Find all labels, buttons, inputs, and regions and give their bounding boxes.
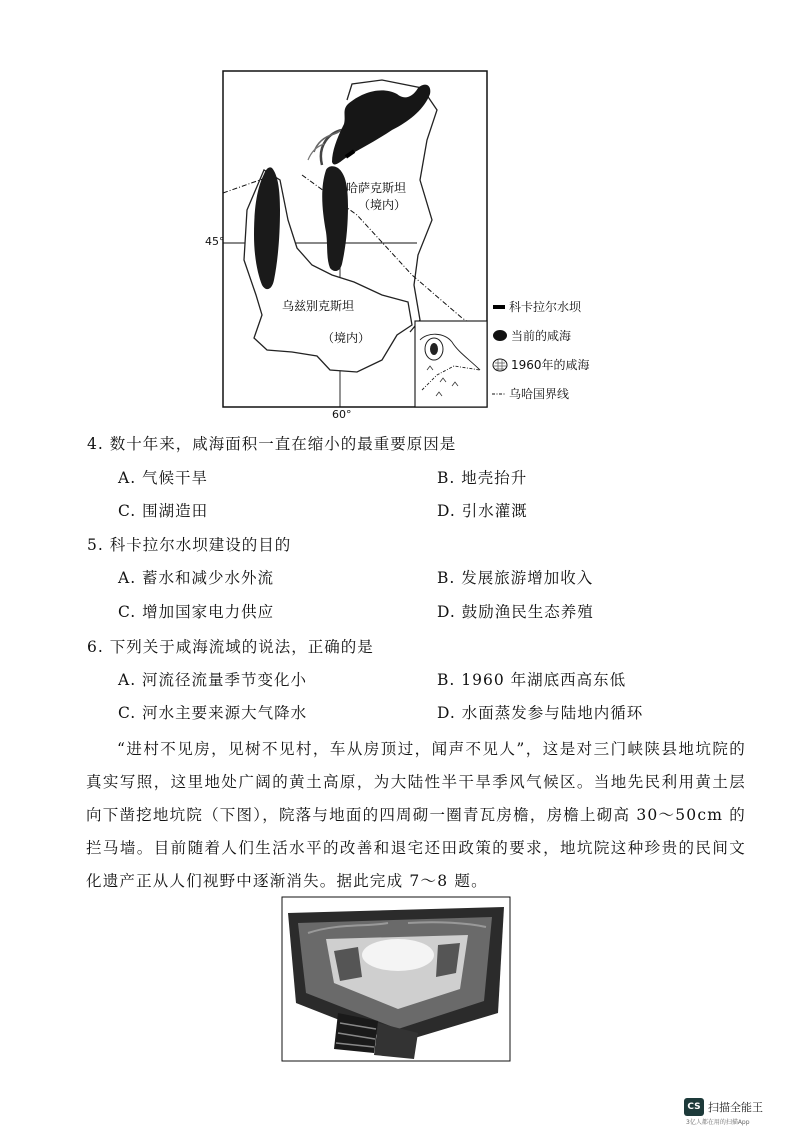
current-sea-icon bbox=[492, 329, 508, 342]
map-legend bbox=[492, 292, 602, 408]
q6-option-b: B. 1960 年湖底西高东低 bbox=[437, 671, 627, 689]
latitude-label: 45° bbox=[205, 235, 225, 248]
q5-option-d: D. 鼓励渔民生态养殖 bbox=[437, 603, 594, 621]
legend-item-sea-1960 bbox=[492, 350, 602, 379]
sea-1960-icon bbox=[492, 358, 508, 372]
q5-option-a: A. 蓄水和减少水外流 bbox=[118, 569, 275, 587]
dam-bar-icon bbox=[492, 302, 506, 312]
question-5-stem: 5. 科卡拉尔水坝建设的目的 bbox=[87, 536, 292, 554]
q5-option-c: C. 增加国家电力供应 bbox=[118, 603, 275, 621]
legend-label: 科卡拉尔水坝 bbox=[509, 300, 582, 314]
legend-item-border bbox=[492, 379, 602, 408]
legend-item-dam bbox=[492, 292, 602, 321]
inset-sea-current bbox=[430, 343, 438, 355]
uz-sub-label: （境内） bbox=[322, 331, 371, 345]
border-line-icon bbox=[492, 389, 506, 399]
kz-sub-label: （境内） bbox=[358, 198, 407, 212]
legend-label: 1960年的咸海 bbox=[511, 358, 590, 372]
watermark-app-name: 扫描全能王 bbox=[708, 1101, 763, 1114]
watermark-tagline: 3亿人都在用的扫描App bbox=[686, 1119, 750, 1126]
q4-option-a: A. 气候干旱 bbox=[118, 469, 209, 487]
q6-option-c: C. 河水主要来源大气降水 bbox=[118, 704, 308, 722]
q5-option-b: B. 发展旅游增加收入 bbox=[437, 569, 594, 587]
q4-option-c: C. 围湖造田 bbox=[118, 502, 209, 520]
locator-inset-frame bbox=[415, 321, 487, 407]
longitude-label: 60° bbox=[332, 408, 352, 421]
pit-courtyard-drawing bbox=[278, 893, 514, 1065]
legend-label: 乌哈国界线 bbox=[509, 387, 570, 401]
question-6-stem: 6. 下列关于咸海流域的说法，正确的是 bbox=[87, 638, 374, 656]
legend-label: 当前的咸海 bbox=[511, 329, 572, 343]
passage-text: “进村不见房，见树不见村，车从房顶过，闻声不见人”，这是对三门峡陕县地坑院的真实写照，这里地处广阔的黄土高原，为大陆性半干旱季风气候区。当地先民利用黄土层向下凿挖地坑院（下图），院落与地面的四周砌一圈青瓦房檐，房檐上砌高 30～50cm 的拦马墙。目前随着人们生活水平的改善和退宅还田政策的要求，地坑院这种珍贵的民间文化遗产正从人们视野中逐渐消失。据此完成 7～8 题。 bbox=[86, 740, 746, 890]
scanner-watermark bbox=[684, 1098, 763, 1116]
camscanner-logo-icon: CS bbox=[684, 1098, 704, 1116]
kz-label: 哈萨克斯坦 bbox=[346, 181, 407, 195]
legend-item-current-sea bbox=[492, 321, 602, 350]
pit-courtyard-photo bbox=[278, 893, 514, 1065]
photo-light-area bbox=[362, 939, 434, 971]
q6-option-d: D. 水面蒸发参与陆地内循环 bbox=[437, 704, 644, 722]
q4-option-d: D. 引水灌溉 bbox=[437, 502, 528, 520]
q6-option-a: A. 河流径流量季节变化小 bbox=[118, 671, 308, 689]
aral-sea-map bbox=[205, 70, 488, 421]
uz-label: 乌兹别克斯坦 bbox=[282, 299, 355, 313]
map-drawing bbox=[222, 70, 488, 408]
q4-option-b: B. 地壳抬升 bbox=[437, 469, 528, 487]
question-4-stem: 4. 数十年来，咸海面积一直在缩小的最重要原因是 bbox=[87, 435, 457, 453]
